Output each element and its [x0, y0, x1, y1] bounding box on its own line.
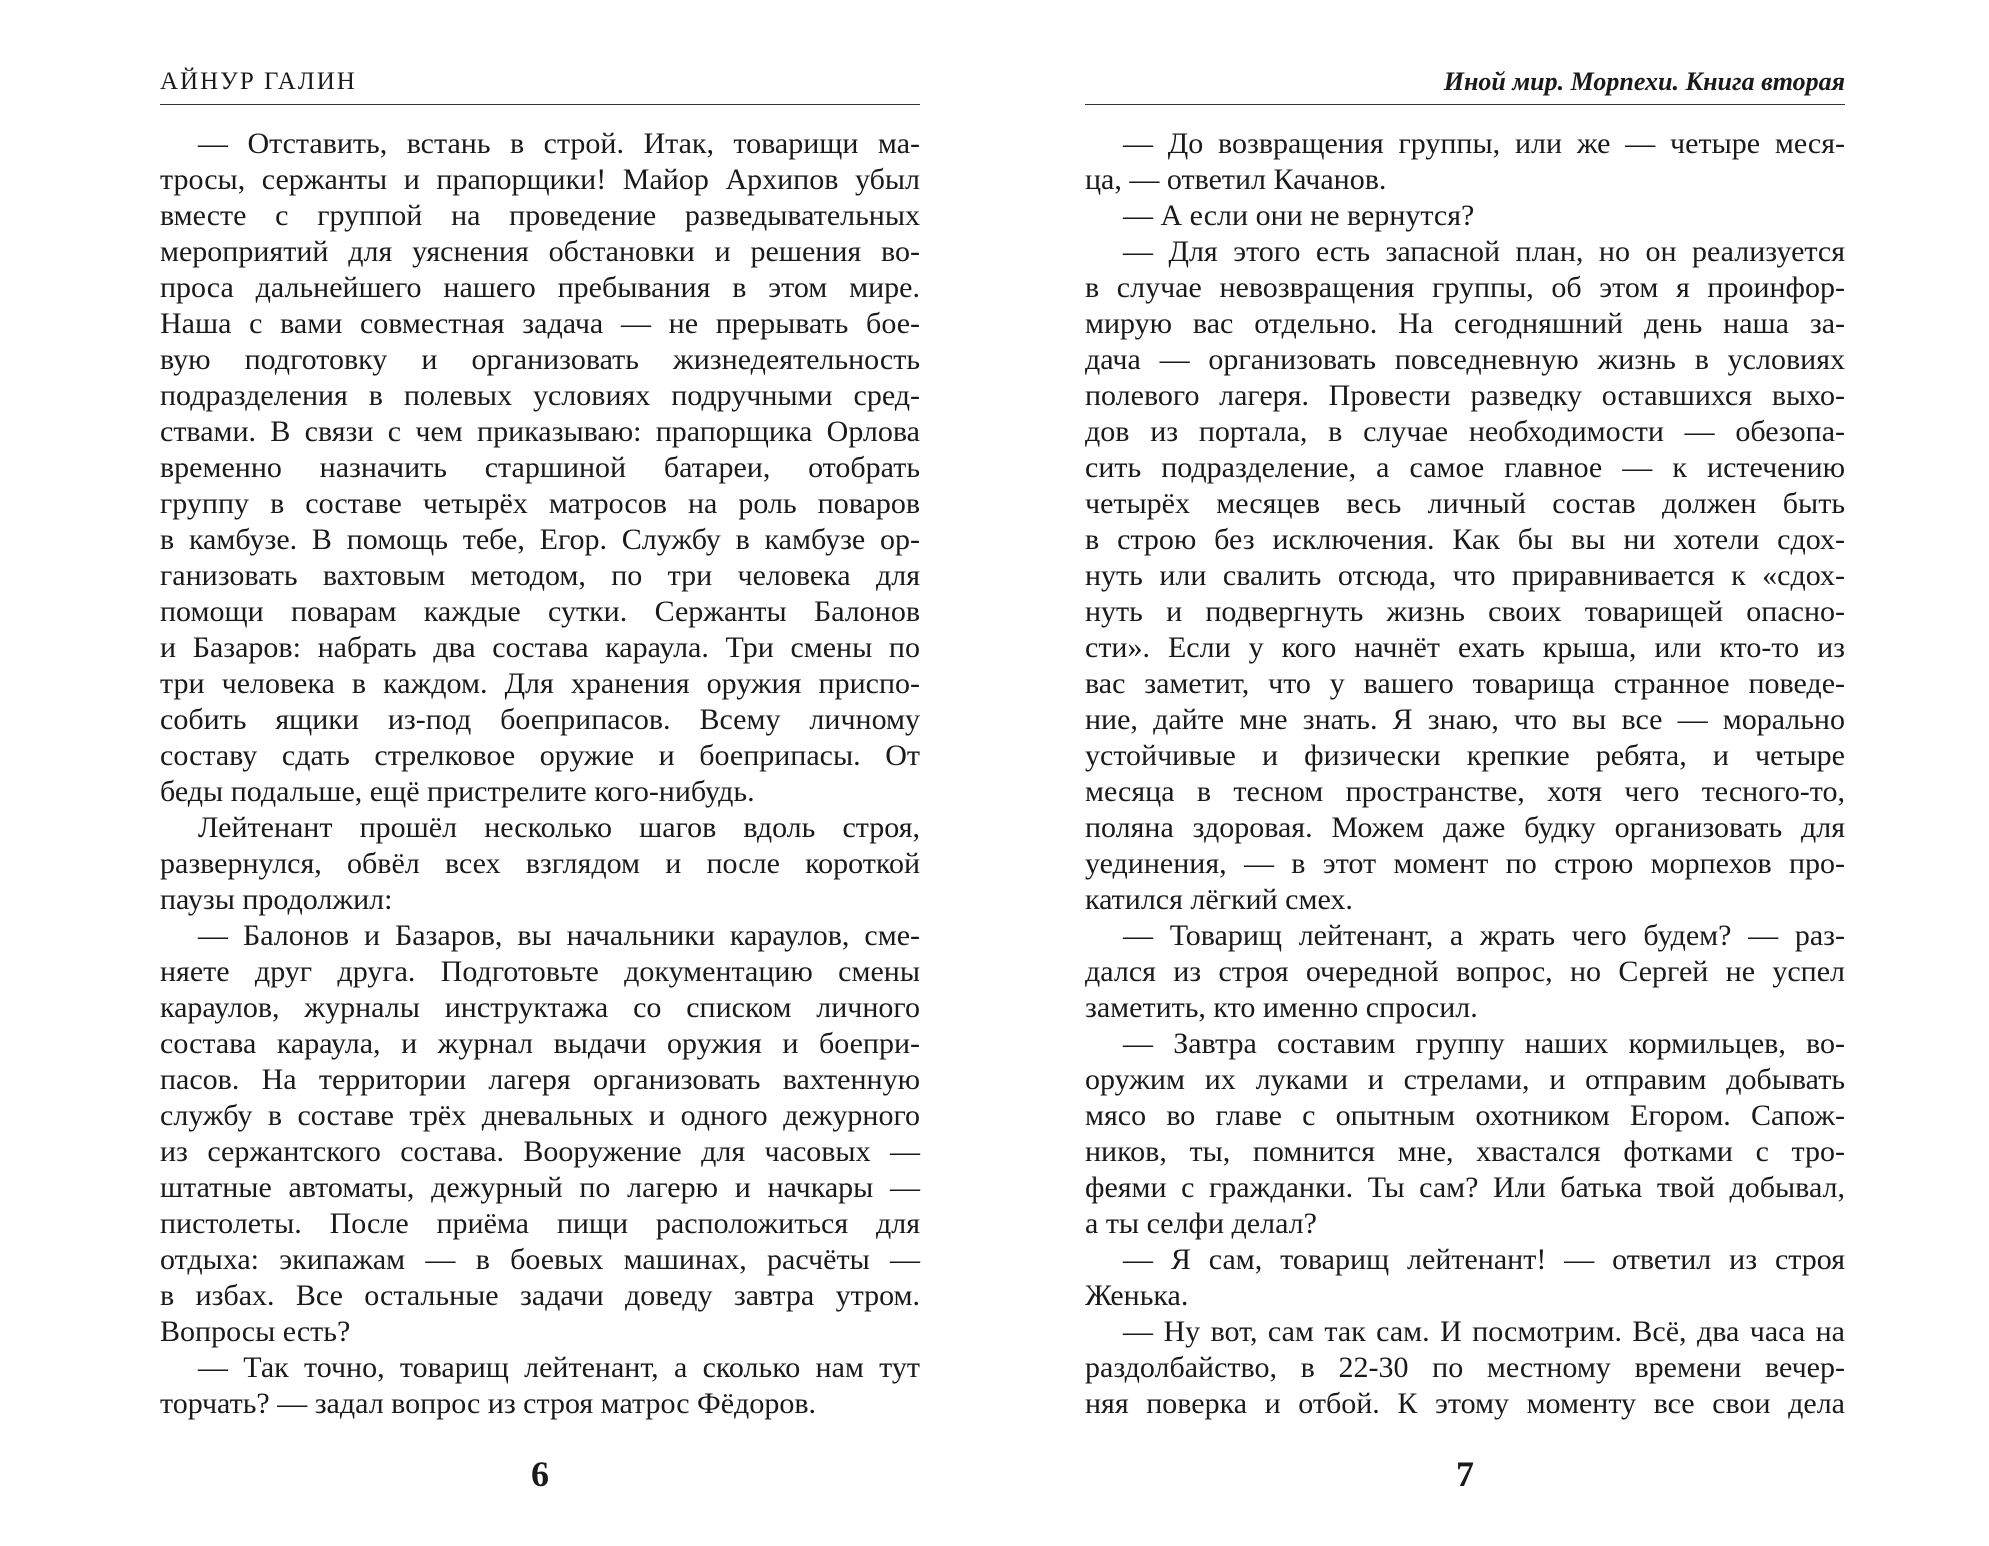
body-text [160, 126, 920, 1422]
body-text [1085, 126, 1845, 1422]
text-line: устойчивые и физически крепкие ребята, и четыре [1085, 739, 1845, 772]
text-line: подразделения в полевых условиях подручными сред- [160, 379, 920, 412]
text-line: в строю без исключения. Как бы вы ни хотели сдох- [1085, 523, 1845, 556]
running-head-title: Иной мир. Морпехи. Книга вторая [1443, 67, 1845, 96]
text-line: — Ну вот, сам так сам. И посмотрим. Всё, два часа на [1123, 1315, 1845, 1348]
text-line: состава караула, и журнал выдачи оружия и боепри- [160, 1027, 920, 1060]
text-line: — До возвращения группы, или же — четыре меся- [1123, 127, 1845, 160]
text-line: временно назначить старшиной батареи, отобрать [160, 451, 920, 484]
text-line: в избах. Все остальные задачи доведу завтра утром. [160, 1279, 920, 1312]
text-line: в камбузе. В помощь тебе, Егор. Службу в камбузе ор- [160, 523, 920, 556]
text-line: отдыха: экипажам — в боевых машинах, расчёты — [160, 1243, 920, 1276]
text-line: караулов, журналы инструктажа со списком личного [160, 991, 920, 1024]
right-page [1085, 0, 1845, 1546]
text-line: составу сдать стрелковое оружие и боеприпасы. От [160, 739, 920, 772]
text-line: помощи поварам каждые сутки. Сержанты Балонов [160, 595, 920, 628]
text-line: феями с гражданки. Ты сам? Или батька твой добывал, [1085, 1171, 1845, 1204]
text-line: тросы, сержанты и прапорщики! Майор Архипов убыл [160, 163, 920, 196]
text-line: нуть и подвергнуть жизнь своих товарищей опасно- [1085, 595, 1845, 628]
text-line: няете друг друга. Подготовьте документацию смены [160, 955, 920, 988]
running-head-author: АЙНУР ГАЛИН [160, 68, 357, 95]
text-line: вас заметит, что у вашего товарища странное поведе- [1085, 667, 1845, 700]
text-line: мирую вас отдельно. На сегодняшний день наша за- [1085, 307, 1845, 340]
text-line: Вопросы есть? [160, 1315, 351, 1348]
text-line: дача — организовать повседневную жизнь в условиях [1085, 343, 1845, 376]
text-line: и Базаров: набрать два состава караула. Три смены по [160, 631, 920, 664]
text-line: поляна здоровая. Можем даже будку организовать для [1085, 811, 1845, 844]
text-line: Женька. [1085, 1279, 1189, 1312]
text-line: развернулся, обвёл всех взглядом и после короткой [160, 847, 920, 880]
text-line: ствами. В связи с чем приказываю: прапорщика Орлова [160, 415, 920, 448]
text-line: раздолбайство, в 22-30 по местному времени вечер- [1085, 1351, 1845, 1384]
text-line: паузы продолжил: [160, 883, 393, 916]
text-line: из сержантского состава. Вооружение для часовых — [160, 1135, 920, 1168]
text-line: ников, ты, помнится мне, хвастался фотками с тро- [1085, 1135, 1845, 1168]
text-line: в случае невозвращения группы, об этом я проинфор- [1085, 271, 1845, 304]
text-line: — Так точно, товарищ лейтенант, а сколько нам тут [198, 1351, 920, 1384]
text-line: ца, — ответил Качанов. [1085, 163, 1387, 196]
text-line: ганизовать вахтовым методом, по три человека для [160, 559, 920, 592]
page-number: 6 [531, 1454, 549, 1494]
text-line: дался из строя очередной вопрос, но Сергей не успел [1085, 955, 1845, 988]
text-line: четырёх месяцев весь личный состав должен быть [1085, 487, 1845, 520]
text-line: заметить, кто именно спросил. [1085, 991, 1478, 1024]
text-line: вместе с группой на проведение разведывательных [160, 199, 920, 232]
text-line: — А если они не вернутся? [1123, 199, 1475, 232]
text-line: пистолеты. После приёма пищи расположиться для [160, 1207, 920, 1240]
text-line: проса дальнейшего нашего пребывания в этом мире. [160, 271, 920, 304]
text-line: полевого лагеря. Провести разведку оставшихся выхо- [1085, 379, 1845, 412]
text-line: вую подготовку и организовать жизнедеятельность [160, 343, 920, 376]
text-line: сти». Если у кого начнёт ехать крыша, или кто-то из [1085, 631, 1845, 664]
text-line: мясо во главе с опытным охотником Егором. Сапож- [1085, 1099, 1845, 1132]
text-line: ние, дайте мне знать. Я знаю, что вы все — морально [1085, 703, 1845, 736]
text-line: беды подальше, ещё пристрелите кого-нибудь. [160, 775, 755, 808]
text-line: дов из портала, в случае необходимости — обезопа- [1085, 415, 1845, 448]
text-line: — Балонов и Базаров, вы начальники караулов, сме- [198, 919, 920, 952]
text-line: три человека в каждом. Для хранения оружия приспо- [160, 667, 920, 700]
text-line: няя поверка и отбой. К этому моменту все свои дела [1085, 1387, 1845, 1420]
text-line: мероприятий для уяснения обстановки и решения во- [160, 235, 920, 268]
text-line: катился лёгкий смех. [1085, 883, 1353, 916]
text-line: — Товарищ лейтенант, а жрать чего будем? — раз- [1123, 919, 1845, 952]
left-page [160, 0, 920, 1546]
text-line: штатные автоматы, дежурный по лагерю и начкары — [160, 1171, 920, 1204]
text-line: пасов. На территории лагеря организовать вахтенную [160, 1063, 920, 1096]
text-line: группу в составе четырёх матросов на роль поваров [160, 487, 920, 520]
text-line: уединения, — в этот момент по строю морпехов про- [1085, 847, 1845, 880]
text-line: месяца в тесном пространстве, хотя чего тесного-то, [1085, 775, 1845, 808]
text-line: а ты селфи делал? [1085, 1207, 1317, 1240]
text-line: Лейтенант прошёл несколько шагов вдоль строя, [198, 811, 920, 844]
text-line: собить ящики из-под боеприпасов. Всему личному [160, 703, 920, 736]
header-rule [1085, 104, 1845, 105]
text-line: торчать? — задал вопрос из строя матрос Фёдоров. [160, 1387, 816, 1420]
page-number: 7 [1456, 1454, 1474, 1494]
text-line: — Я сам, товарищ лейтенант! — ответил из строя [1123, 1243, 1845, 1276]
text-line: сить подразделение, а самое главное — к истечению [1085, 451, 1845, 484]
text-line: — Завтра составим группу наших кормильцев, во- [1123, 1027, 1845, 1060]
text-line: оружим их луками и стрелами, и отправим добывать [1085, 1063, 1845, 1096]
text-line: нуть или свалить отсюда, что приравнивается к «сдох- [1085, 559, 1845, 592]
text-line: Наша с вами совместная задача — не прерывать бое- [160, 307, 920, 340]
header-rule [160, 104, 920, 105]
text-line: — Отставить, встань в строй. Итак, товарищи ма- [198, 127, 920, 160]
text-line: — Для этого есть запасной план, но он реализуется [1123, 235, 1845, 268]
text-line: службу в составе трёх дневальных и одного дежурного [160, 1099, 920, 1132]
